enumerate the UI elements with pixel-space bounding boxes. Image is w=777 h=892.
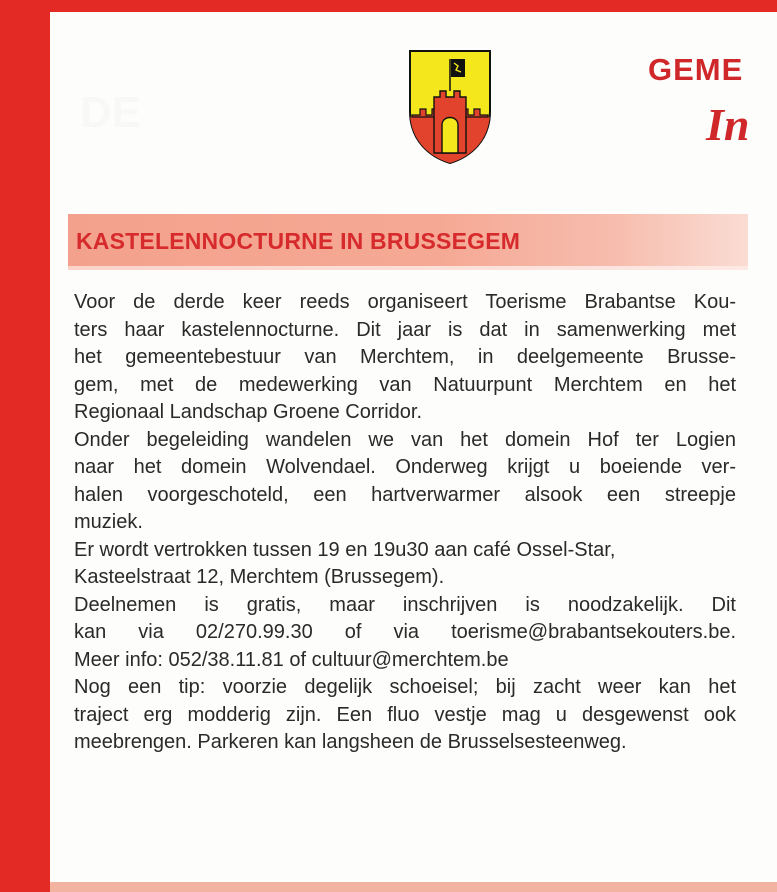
body-line: Voor de derde keer reeds organiseert Toerisme Brabantse Kou- xyxy=(74,291,736,313)
body-line: Kasteelstraat 12, Merchtem (Brussegem). xyxy=(74,566,445,588)
body-line: kan via 02/270.99.30 of via toerisme@brabantsekouters.be. xyxy=(74,621,736,643)
article-body xyxy=(74,289,736,757)
body-line: Onder begeleiding wandelen we van het domein Hof ter Logien xyxy=(74,428,736,451)
article-title: KASTELENNOCTURNE IN BRUSSEGEM xyxy=(76,228,521,254)
article-title-bar xyxy=(68,214,748,266)
coat-of-arms-icon xyxy=(408,49,492,165)
header-subtitle-fragment: In xyxy=(706,99,750,150)
body-line: halen voorgeschoteld, een hartverwarmer alsook een streepje xyxy=(74,483,736,506)
body-line: Er wordt vertrokken tussen 19 en 19u30 aan café Ossel-Star, xyxy=(74,538,616,561)
body-line: Nog een tip: voorzie degelijk schoeisel; bij zacht weer kan het xyxy=(74,676,736,698)
faded-background-text xyxy=(80,88,141,138)
body-line: Meer info: 052/38.11.81 of cultuur@merchtem.be xyxy=(74,648,509,671)
body-line: gem, met de medewerking van Natuurpunt Merchtem en het xyxy=(74,373,736,396)
body-line: meebrengen. Parkeren kan langsheen de Brusselsesteenweg. xyxy=(74,731,627,753)
body-line: ters haar kastelennocturne. Dit jaar is dat in samenwerking met xyxy=(74,318,736,341)
body-line: Deelnemen is gratis, maar inschrijven is noodzakelijk. Dit xyxy=(74,593,736,616)
body-line: Regionaal Landschap Groene Corridor. xyxy=(74,401,422,423)
body-line: traject erg modderig zijn. Een fluo vestje mag u desgewenst ook xyxy=(74,703,736,726)
body-line: muziek. xyxy=(74,511,143,533)
bottom-strip xyxy=(50,882,777,892)
body-line: het gemeentebestuur van Merchtem, in deelgemeente Brusse- xyxy=(74,346,736,368)
header-title-fragment: GEME xyxy=(648,52,744,87)
body-line: naar het domein Wolvendael. Onderweg krijgt u boeiende ver- xyxy=(74,456,736,478)
